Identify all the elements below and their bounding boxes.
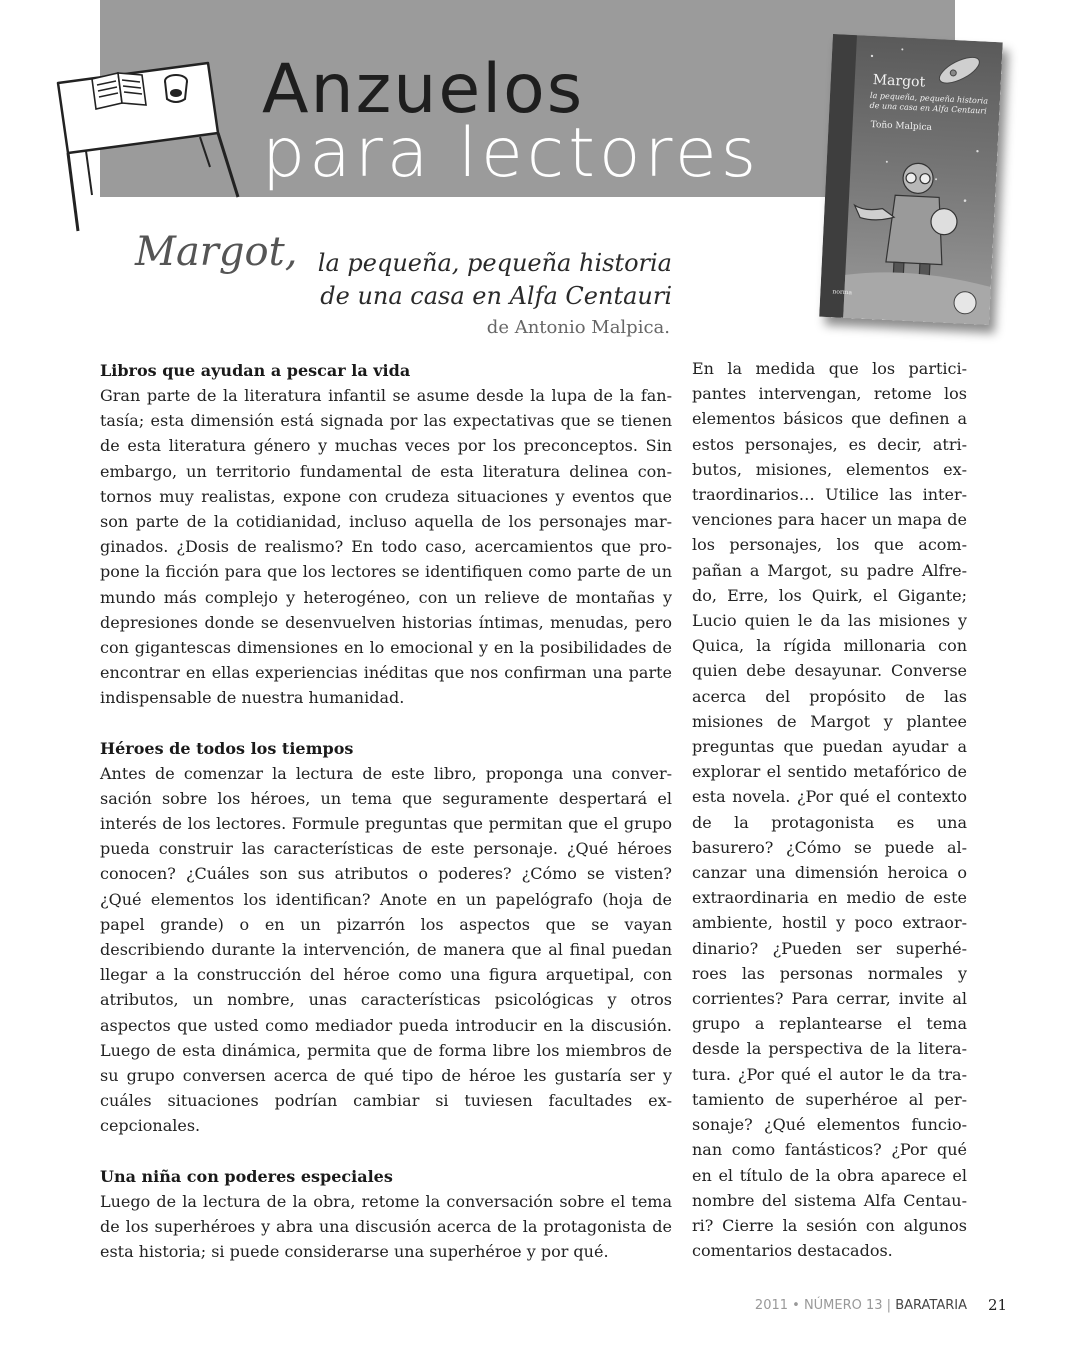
cover-subtitle: la pequeña, pequeña historia de una casa en Alfa Centauri [869, 90, 989, 116]
section-title-line1: Anzuelos [262, 50, 585, 129]
book-subtitle-line1: la pequeña, pequeña historia [317, 249, 672, 277]
section-heading: Héroes de todos los tiempos [100, 738, 354, 758]
open-book-icon [92, 73, 146, 109]
section-heading: Libros que ayudan a pescar la vida [100, 361, 411, 380]
cup-icon [165, 75, 187, 102]
book-subtitle [290, 247, 672, 313]
page-number: 21 [988, 1296, 1008, 1314]
left-column [100, 358, 672, 1264]
section-title-line2: para lectores [262, 114, 761, 193]
section-paragraph: Luego de la lectura de la obra, retome la conversación sobre el tema de los superhéroes y abra una discusión acerca de la protagonista de esta historia; si puede considerarse una superhéroe y por qué. [100, 1191, 672, 1262]
footer-magazine: BARATARIA [895, 1298, 967, 1313]
footer-issue [755, 1298, 967, 1313]
footer-issue-text: 2011 • NÚMERO 13 | [754, 1298, 892, 1313]
book-subtitle-line2: de una casa en Alfa Centauri [320, 282, 672, 310]
section-paragraph: Antes de comenzar la lectura de este libro, proponga una conversación sobre los héroes, un tema que seguramente despertará el interés de los lectores. Formule preguntas que permitan que el grupo pueda construir las características de este personaje. ¿Qué héroes conocen? ¿Cuáles son sus atributos o poderes? ¿Cómo se visten? ¿Qué elementos los identifican? Anote en un papelógrafo (hoja de papel grande) o en un pizarrón los aspectos que se vayan describiendo durante la intervención, de manera que al final puedan llegar a la construcción del héroe como una figura arquetipal, con atributos, un nombre, unas características psicológicas y otros aspectos que usted como mediador pueda introducir en la discusión. Luego de esta dinámica, permita que de forma libre los miembros de su grupo conversen acerca de qué tipo de héroe les gustaría ser y cuáles situaciones podrían cambiar si tuviesen facultades excepcionales. [100, 763, 672, 1136]
section-paragraph: Gran parte de la literatura infantil se asume desde la lupa de la fantasía; esta dimensión está signada por las expectativas que se tienen de esta literatura género y muchas veces por los preconceptos. Sin embargo, un territorio fundamental de esta literatura delinea contornos muy realistas, expone con crudeza situaciones y eventos que son parte de la cotidianidad, incluso aquella de los personajes marginados. ¿Dosis de realismo? En todo caso, acercamientos que propone la ficción para que los lectores se identifiquen como parte de un mundo más complejo y heterogéneo, con un relieve de montañas y depresiones donde se desenvuelven historias íntimas, menudas, pero con gigantescas dimensiones en lo emocional y en la posibilidades de encontrar en ellas experiencias inéditas que nos confirman una parte indispensable de nuestra humanidad. [100, 386, 672, 708]
book-cover-image [819, 34, 1003, 325]
book-author: de Antonio Malpica. [486, 317, 670, 338]
desk-with-book-illustration [50, 55, 250, 235]
section-heading: Una niña con poderes especiales [100, 1166, 393, 1186]
book-title: Margot, [135, 229, 298, 275]
right-column [692, 356, 967, 1263]
cover-title: Margot [872, 72, 926, 91]
cover-author: Toño Malpica [870, 119, 933, 133]
right-column-paragraph: En la medida que los participantes intervengan, retome los elementos básicos que definen a estos personajes, es decir, atributos, misiones, elementos extraordinarios… Utilice las intervenciones para hacer un mapa de los personajes, los que acompañan a Margot, su padre Alfredo, Erre, los Quirk, el Gigante; Lucio quien le da las misiones y Quica, la rígida millonaria con quien debe desayunar. Converse acerca del propósito de las misiones de Margot y plantee preguntas que puedan ayudar a explorar el sentido metafórico de esta novela. ¿Por qué el contexto de la protagonista es una basurero? ¿Cómo se puede alcanzar una dimensión heroica o extraordinaria en medio de este ambiente, hostil y poco extraordinario? ¿Pueden ser superhéroes las personas normales y corrientes? Para cerrar, invite al grupo a replantearse el tema desde la perspectiva de la literatura. ¿Por qué el autor le da tratamiento de superhéroe al personaje? ¿Qué elementos funcionan como fantásticos? ¿Por qué en el título de la obra aparece el nombre del sistema Alfa Centauri? Cierre la sesión con algunos comentarios destacados. [692, 359, 967, 1261]
cover-publisher-logo: norma [832, 288, 853, 297]
